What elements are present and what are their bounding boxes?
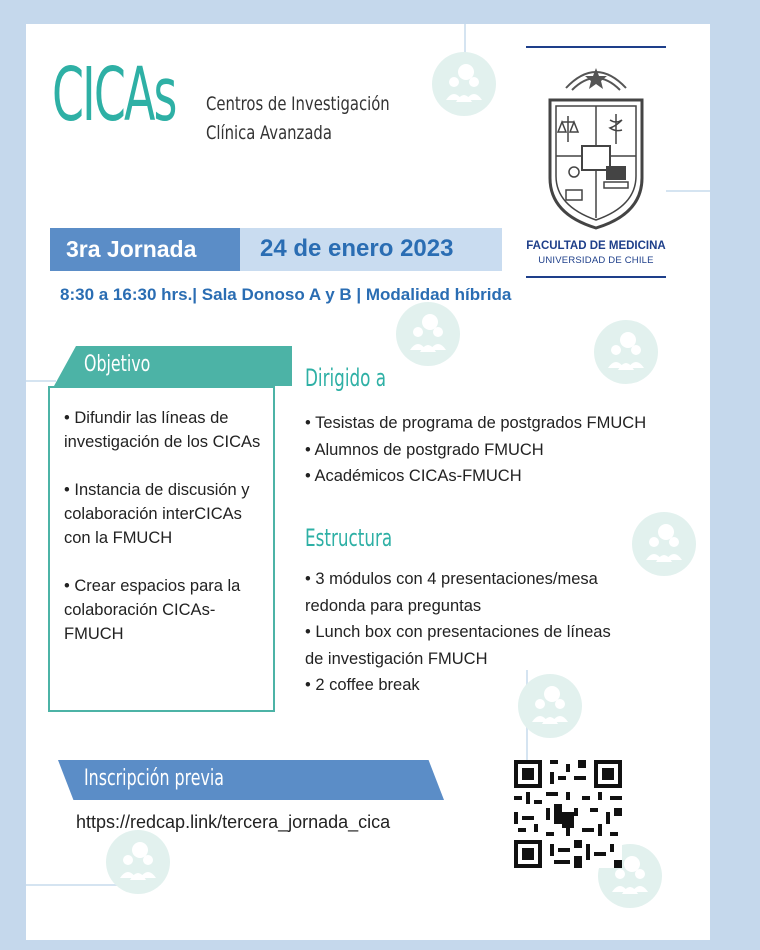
structure-line: • Lunch box con presentaciones de líneas — [305, 623, 611, 641]
logo-rule — [526, 46, 666, 48]
people-chat-icon — [632, 512, 696, 576]
audience-list — [305, 410, 646, 490]
structure-line: de investigación FMUCH — [305, 649, 488, 668]
faculty-name: FACULTAD DE MEDICINA — [526, 240, 666, 252]
brand-subtitle-line: Clínica Avanzada — [206, 122, 332, 144]
structure-line: • 3 módulos con 4 presentaciones/mesa — [305, 570, 598, 588]
qr-code-icon[interactable] — [514, 760, 622, 868]
event-date: 24 de enero 2023 — [240, 228, 502, 271]
audience-item: • Alumnos de postgrado FMUCH — [305, 440, 544, 459]
structure-list — [305, 566, 611, 699]
edition-label: 3ra Jornada — [50, 228, 240, 271]
university-name: UNIVERSIDAD DE CHILE — [538, 255, 654, 266]
audience-item: • Académicos CICAs-FMUCH — [305, 467, 522, 485]
people-chat-icon — [396, 302, 460, 366]
objective-item: • Instancia de discusión y colaboración interCICAs con la FMUCH — [64, 481, 250, 547]
objective-item: • Crear espacios para la colaboración CICAs-FMUCH — [64, 577, 241, 643]
registration-title: Inscripción previa — [84, 766, 224, 791]
structure-line: redonda para preguntas — [305, 596, 482, 615]
brand-subtitle — [206, 90, 390, 148]
coat-of-arms-icon — [526, 54, 666, 238]
objective-box — [48, 386, 275, 712]
people-chat-icon — [594, 320, 658, 384]
structure-line: • 2 coffee break — [305, 676, 420, 694]
brand-subtitle-line: Centros de Investigación — [206, 93, 390, 115]
audience-title: Dirigido a — [305, 364, 387, 392]
structure-title: Estructura — [305, 524, 393, 552]
logo-rule — [526, 276, 666, 278]
brand-title: CICAs — [52, 52, 176, 138]
event-schedule: 8:30 a 16:30 hrs.| Sala Donoso A y B | Modalidad híbrida — [60, 285, 512, 304]
decor-line — [26, 380, 56, 382]
flyer-card — [26, 24, 710, 940]
audience-item: • Tesistas de programa de postgrados FMUCH — [305, 414, 647, 432]
registration-link[interactable]: https://redcap.link/tercera_jornada_cica — [76, 812, 391, 832]
decor-line — [666, 190, 710, 192]
people-chat-icon — [432, 52, 496, 116]
objective-title: Objetivo — [84, 352, 151, 377]
objective-item: • Difundir las líneas de investigación de los CICAs — [64, 409, 261, 451]
people-chat-icon — [106, 830, 170, 894]
